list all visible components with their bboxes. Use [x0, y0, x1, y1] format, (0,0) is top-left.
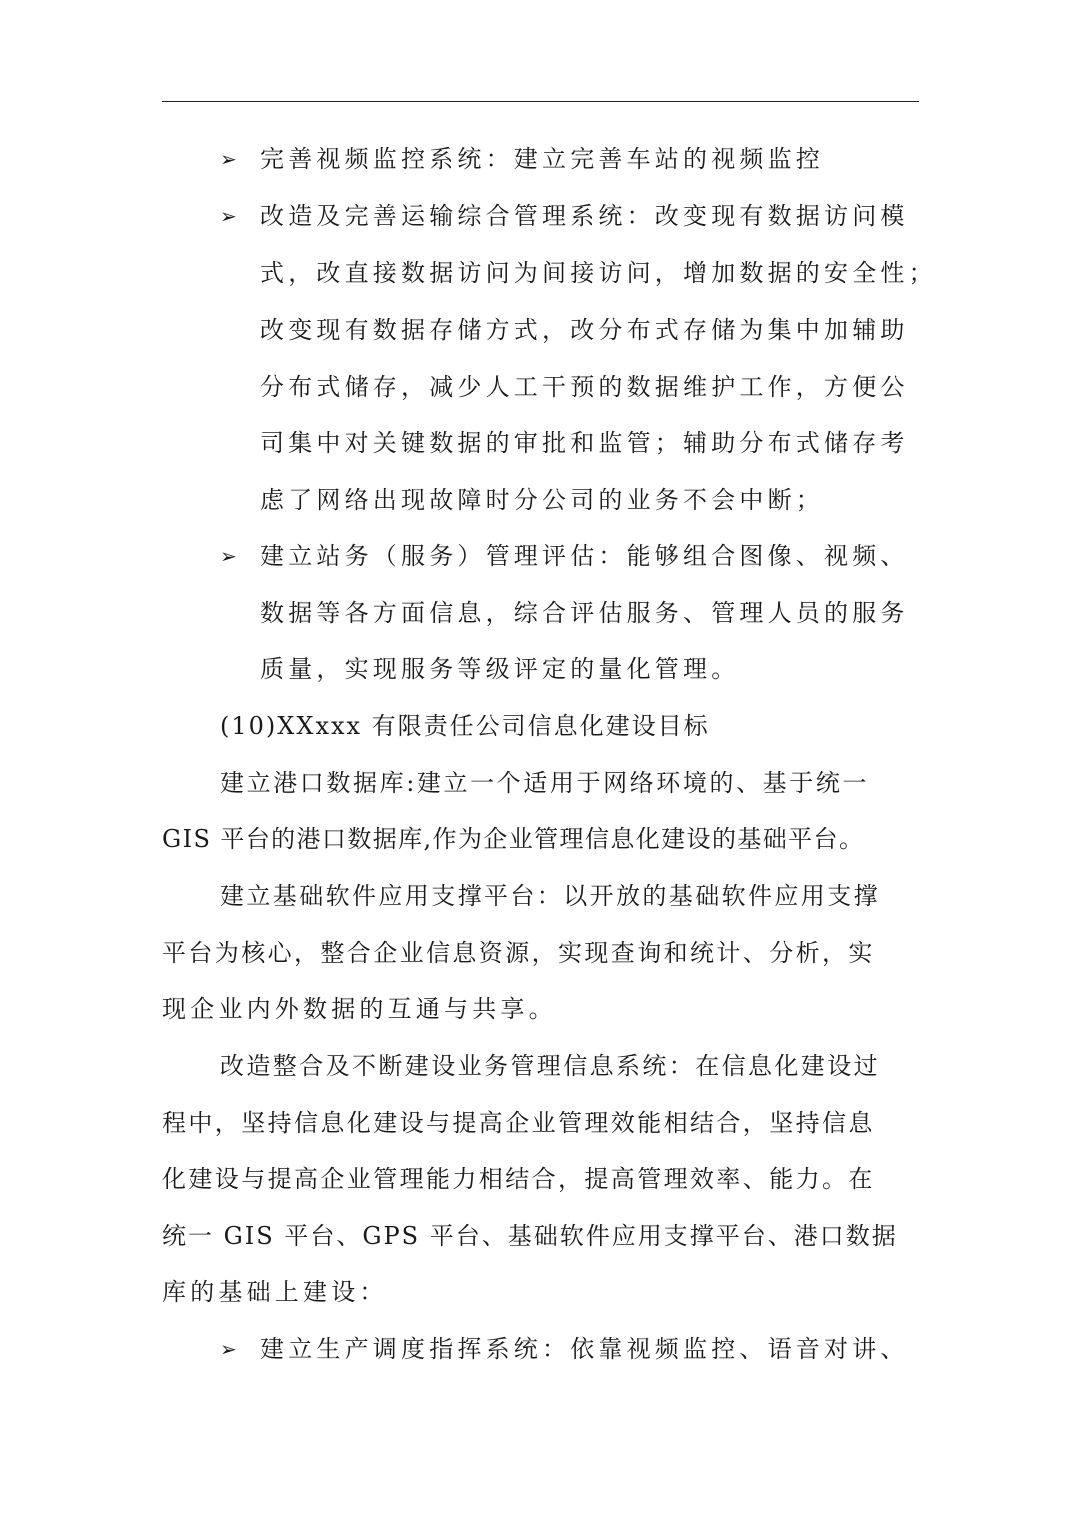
- text-line: 改造整合及不断建设业务管理信息系统：在信息化建设过: [220, 1052, 880, 1080]
- section-heading: (10)XXxxx 有限责任公司信息化建设目标: [220, 712, 710, 740]
- text-line: 式，改直接数据访问为间接访问，增加数据的安全性；: [260, 259, 937, 287]
- text-line: 平台为核心，整合企业信息资源，实现查询和统计、分析，实: [162, 939, 875, 967]
- bullet-arrow-icon: ➢: [220, 544, 237, 568]
- text-line: 库的基础上建设：: [162, 1278, 388, 1306]
- text-line: 改造及完善运输综合管理系统：改变现有数据访问模: [260, 202, 909, 230]
- text-line: 完善视频监控系统：建立完善车站的视频监控: [260, 145, 824, 173]
- text-line: 建立生产调度指挥系统：依靠视频监控、语音对讲、: [260, 1335, 909, 1363]
- text-line: 虑了网络出现故障时分公司的业务不会中断；: [260, 486, 824, 514]
- text-line: GIS 平台的港口数据库,作为企业管理信息化建设的基础平台。: [162, 825, 865, 853]
- text-line: 现企业内外数据的互通与共享。: [162, 995, 557, 1023]
- bullet-arrow-icon: ➢: [220, 1337, 237, 1361]
- text-line: 改变现有数据存储方式，改分布式存储为集中加辅助: [260, 316, 909, 344]
- text-line: 化建设与提高企业管理能力相结合，提高管理效率、能力。在: [162, 1165, 875, 1193]
- text-line: 数据等各方面信息，综合评估服务、管理人员的服务: [260, 599, 909, 627]
- bullet-arrow-icon: ➢: [220, 147, 237, 171]
- text-line: 建立基础软件应用支撑平台：以开放的基础软件应用支撑: [220, 882, 880, 910]
- text-line: 程中，坚持信息化建设与提高企业管理效能相结合，坚持信息: [162, 1109, 875, 1137]
- bullet-arrow-icon: ➢: [220, 204, 237, 228]
- text-line: 司集中对关键数据的审批和监管；辅助分布式储存考: [260, 429, 909, 457]
- header-rule: [162, 101, 919, 102]
- text-line: 统一 GIS 平台、GPS 平台、基础软件应用支撑平台、港口数据: [162, 1222, 898, 1250]
- text-line: 分布式储存，减少人工干预的数据维护工作，方便公: [260, 373, 909, 401]
- text-line: 质量，实现服务等级评定的量化管理。: [260, 655, 740, 683]
- text-line: 建立港口数据库:建立一个适用于网络环境的、基于统一: [220, 769, 870, 797]
- text-line: 建立站务（服务）管理评估：能够组合图像、视频、: [260, 542, 909, 570]
